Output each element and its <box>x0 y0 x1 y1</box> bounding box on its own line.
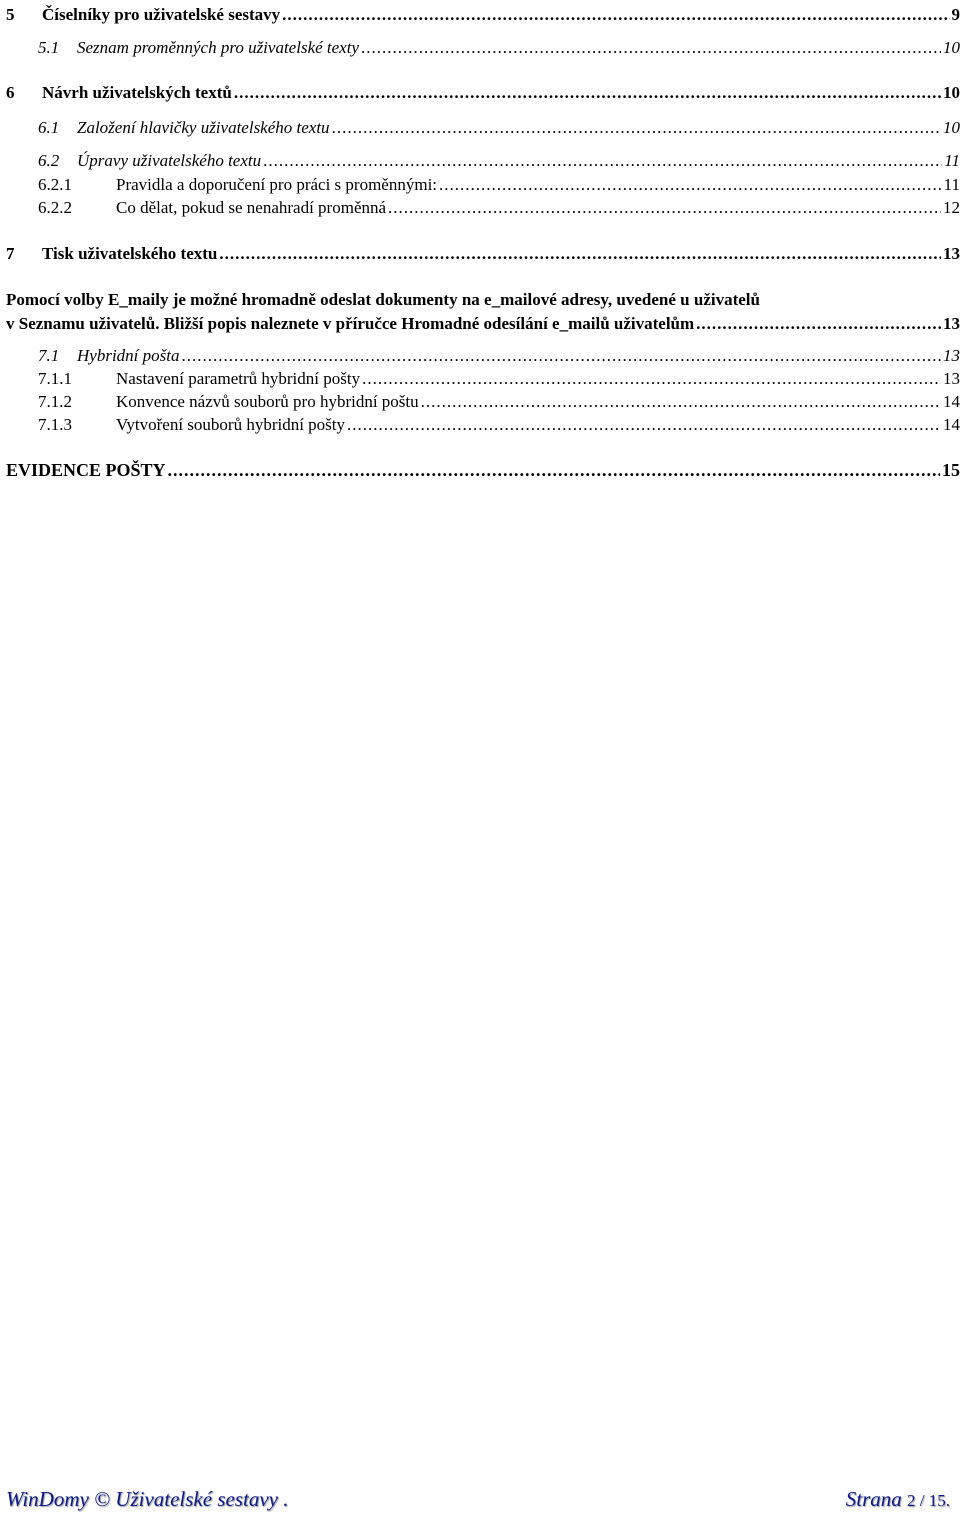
toc-title: Seznam proměnných pro uživatelské texty <box>77 38 359 57</box>
dot-leader <box>361 38 941 58</box>
toc-page: 15 <box>942 460 960 480</box>
page-footer <box>6 1487 950 1512</box>
toc-page: 11 <box>943 175 960 194</box>
toc-page: 9 <box>951 5 960 24</box>
toc-number: 7.1.2 <box>38 392 72 411</box>
toc-number: 7.1.3 <box>38 415 72 434</box>
toc-page: 13 <box>943 244 960 263</box>
toc-number: 6.2.2 <box>38 198 72 217</box>
toc-number: 7.1 <box>38 346 60 365</box>
toc-number: 6.1 <box>38 118 60 137</box>
toc-title: Hybridní pošta <box>77 346 180 365</box>
toc-entry-6-1[interactable] <box>6 118 960 138</box>
footer-left-text: WinDomy © Uživatelské sestavy . <box>6 1487 289 1511</box>
paragraph-line-2: v Seznamu uživatelů. Bližší popis naleznete v příručce Hromadné odesílání e_mailů uživatelům <box>6 314 695 333</box>
toc-title: Nastavení parametrů hybridní pošty <box>116 369 361 388</box>
toc-entry-evidence-posty[interactable] <box>6 460 960 480</box>
footer-page-info <box>846 1487 950 1512</box>
toc-page: 10 <box>943 38 960 57</box>
dot-leader <box>282 5 949 25</box>
toc-page: 11 <box>944 151 960 170</box>
paragraph-line-1: Pomocí volby E_maily je možné hromadně odeslat dokumenty na e_mailové adresy, uvedené u uživatelů <box>6 290 760 309</box>
toc-entry-email-paragraph[interactable] <box>6 288 960 336</box>
dot-leader <box>168 460 940 480</box>
toc-title: Konvence názvů souborů pro hybridní poštu <box>116 392 419 411</box>
toc-entry-5[interactable] <box>6 5 960 25</box>
footer-page-number: 2 / 15. <box>907 1491 950 1510</box>
dot-leader <box>362 369 941 389</box>
dot-leader <box>696 312 941 336</box>
toc-entry-5-1[interactable] <box>6 38 960 58</box>
toc-entry-6[interactable] <box>6 83 960 103</box>
toc-entry-6-2[interactable] <box>6 151 960 171</box>
toc-entry-7[interactable] <box>6 244 960 264</box>
toc-entry-6-2-1[interactable] <box>6 175 960 195</box>
toc-number: 7.1.1 <box>38 369 72 388</box>
toc-page: 10 <box>943 83 960 102</box>
toc-page: 14 <box>943 415 960 434</box>
dot-leader <box>219 244 941 264</box>
toc-number: 6 <box>6 83 15 102</box>
toc-title: Vytvoření souborů hybridní pošty <box>116 415 346 434</box>
toc-page: 10 <box>943 118 960 137</box>
toc-title: Založení hlavičky uživatelského textu <box>77 118 330 137</box>
paragraph-line-2-row <box>6 312 960 336</box>
toc-entry-7-1-2[interactable] <box>6 392 960 412</box>
toc-title: Úpravy uživatelského textu <box>77 151 262 170</box>
toc-title: Číselníky pro uživatelské sestavy <box>42 5 281 24</box>
toc-number: 7 <box>6 244 15 263</box>
toc-title: Tisk uživatelského textu <box>42 244 218 263</box>
toc-title: EVIDENCE POŠTY <box>6 460 166 480</box>
dot-leader <box>263 151 942 171</box>
dot-leader <box>439 175 942 195</box>
toc-entry-6-2-2[interactable] <box>6 198 960 218</box>
toc-number: 6.2 <box>38 151 60 170</box>
toc-number: 5 <box>6 5 15 24</box>
toc-number: 6.2.1 <box>38 175 72 194</box>
dot-leader <box>181 346 941 366</box>
toc-entry-7-1-1[interactable] <box>6 369 960 389</box>
dot-leader <box>332 118 941 138</box>
toc-page: 14 <box>943 392 960 411</box>
toc-entry-7-1-3[interactable] <box>6 415 960 435</box>
dot-leader <box>234 83 941 103</box>
toc-title: Co dělat, pokud se nenahradí proměnná <box>116 198 387 217</box>
toc-page: 12 <box>943 198 960 217</box>
toc-number: 5.1 <box>38 38 60 57</box>
toc-page: 13 <box>943 369 960 388</box>
toc-title: Návrh uživatelských textů <box>42 83 232 102</box>
dot-leader <box>347 415 941 435</box>
dot-leader <box>388 198 941 218</box>
toc-page: 13 <box>943 314 960 333</box>
toc-page: 13 <box>943 346 960 365</box>
footer-page-label: Strana <box>845 1487 902 1511</box>
dot-leader <box>421 392 941 412</box>
toc-title: Pravidla a doporučení pro práci s proměnnými: <box>116 175 438 194</box>
toc-entry-7-1[interactable] <box>6 346 960 366</box>
